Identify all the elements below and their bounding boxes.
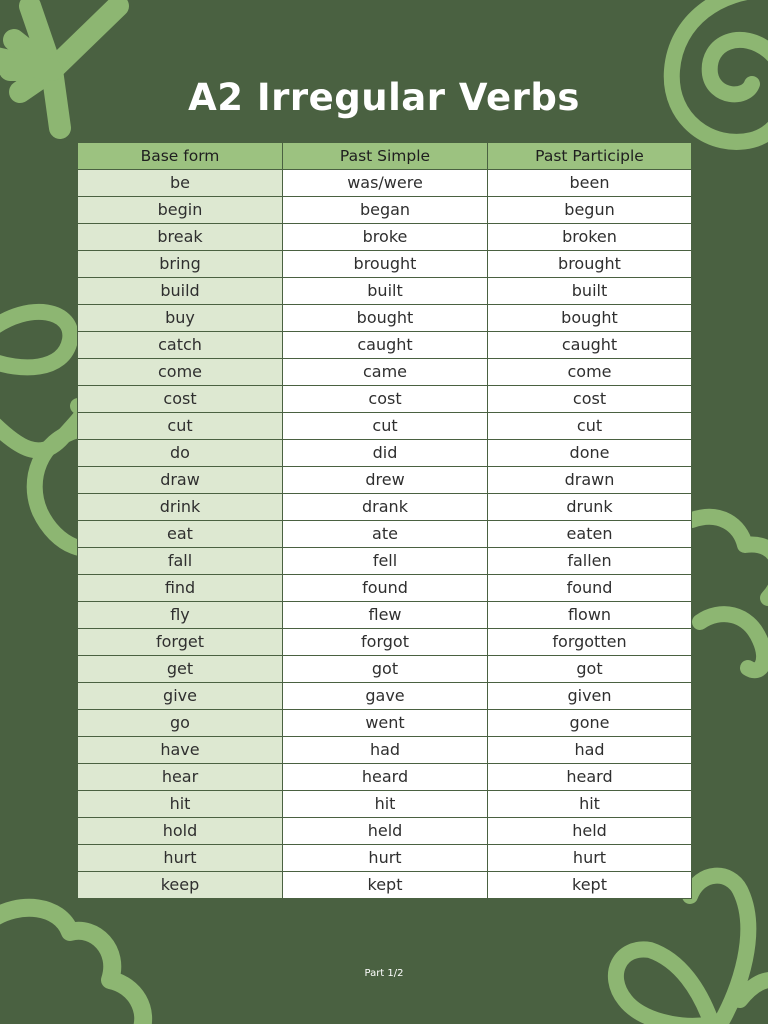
table-row (78, 818, 692, 845)
base-form-cell: get (78, 656, 283, 683)
table-row (78, 170, 692, 197)
blob-shape (692, 517, 768, 670)
past-simple-cell: was/were (283, 170, 488, 197)
past-participle-cell: been (488, 170, 692, 197)
past-participle-cell: forgotten (488, 629, 692, 656)
table-header-row (78, 143, 692, 170)
past-simple-cell: went (283, 710, 488, 737)
past-simple-cell: caught (283, 332, 488, 359)
base-form-cell: catch (78, 332, 283, 359)
table-row (78, 494, 692, 521)
past-participle-cell: drunk (488, 494, 692, 521)
past-simple-cell: got (283, 656, 488, 683)
past-participle-cell: bought (488, 305, 692, 332)
past-participle-cell: flown (488, 602, 692, 629)
past-participle-cell: cost (488, 386, 692, 413)
base-form-cell: do (78, 440, 283, 467)
past-simple-cell: heard (283, 764, 488, 791)
past-simple-cell: kept (283, 872, 488, 899)
past-participle-cell: broken (488, 224, 692, 251)
past-simple-cell: brought (283, 251, 488, 278)
table-row (78, 359, 692, 386)
past-participle-cell: found (488, 575, 692, 602)
column-header-past-simple: Past Simple (283, 143, 488, 170)
page-indicator: Part 1/2 (364, 968, 404, 979)
past-simple-cell: hurt (283, 845, 488, 872)
past-simple-cell: had (283, 737, 488, 764)
base-form-cell: build (78, 278, 283, 305)
base-form-cell: bring (78, 251, 283, 278)
table-row (78, 575, 692, 602)
past-participle-cell: come (488, 359, 692, 386)
base-form-cell: buy (78, 305, 283, 332)
past-participle-cell: done (488, 440, 692, 467)
base-form-cell: hear (78, 764, 283, 791)
irregular-verbs-table (77, 142, 692, 899)
base-form-cell: forget (78, 629, 283, 656)
past-participle-cell: caught (488, 332, 692, 359)
base-form-cell: begin (78, 197, 283, 224)
past-simple-cell: came (283, 359, 488, 386)
table-row (78, 413, 692, 440)
table-row (78, 872, 692, 899)
table-row (78, 737, 692, 764)
past-participle-cell: eaten (488, 521, 692, 548)
table-row (78, 548, 692, 575)
past-participle-cell: got (488, 656, 692, 683)
past-participle-cell: gone (488, 710, 692, 737)
table-row (78, 845, 692, 872)
table-row (78, 791, 692, 818)
table-row (78, 278, 692, 305)
page-title: A2 Irregular Verbs (188, 76, 580, 119)
table-row (78, 764, 692, 791)
past-simple-cell: cost (283, 386, 488, 413)
past-simple-cell: bought (283, 305, 488, 332)
base-form-cell: eat (78, 521, 283, 548)
table-row (78, 224, 692, 251)
base-form-cell: cut (78, 413, 283, 440)
base-form-cell: come (78, 359, 283, 386)
base-form-cell: drink (78, 494, 283, 521)
past-simple-cell: drank (283, 494, 488, 521)
base-form-cell: give (78, 683, 283, 710)
past-simple-cell: fell (283, 548, 488, 575)
table-row (78, 332, 692, 359)
table-row (78, 386, 692, 413)
table-row (78, 467, 692, 494)
table-row (78, 197, 692, 224)
past-simple-cell: flew (283, 602, 488, 629)
base-form-cell: cost (78, 386, 283, 413)
table-row (78, 710, 692, 737)
base-form-cell: have (78, 737, 283, 764)
table-row (78, 683, 692, 710)
table-row (78, 602, 692, 629)
table-row (78, 656, 692, 683)
base-form-cell: break (78, 224, 283, 251)
base-form-cell: hit (78, 791, 283, 818)
past-simple-cell: ate (283, 521, 488, 548)
leaf-shape (0, 312, 70, 367)
base-form-cell: draw (78, 467, 283, 494)
past-simple-cell: held (283, 818, 488, 845)
past-simple-cell: found (283, 575, 488, 602)
past-participle-cell: had (488, 737, 692, 764)
past-participle-cell: hurt (488, 845, 692, 872)
past-participle-cell: heard (488, 764, 692, 791)
base-form-cell: fall (78, 548, 283, 575)
past-simple-cell: broke (283, 224, 488, 251)
table-row (78, 251, 692, 278)
past-participle-cell: cut (488, 413, 692, 440)
past-participle-cell: built (488, 278, 692, 305)
column-header-past-participle: Past Participle (488, 143, 692, 170)
column-header-base-form: Base form (78, 143, 283, 170)
past-simple-cell: forgot (283, 629, 488, 656)
table-row (78, 521, 692, 548)
table-row (78, 629, 692, 656)
base-form-cell: find (78, 575, 283, 602)
past-participle-cell: held (488, 818, 692, 845)
base-form-cell: be (78, 170, 283, 197)
past-participle-cell: begun (488, 197, 692, 224)
cloud-shape (0, 908, 143, 1024)
past-simple-cell: drew (283, 467, 488, 494)
table-row (78, 440, 692, 467)
table-row (78, 305, 692, 332)
past-simple-cell: did (283, 440, 488, 467)
past-simple-cell: gave (283, 683, 488, 710)
past-simple-cell: hit (283, 791, 488, 818)
table-body (78, 170, 692, 899)
past-participle-cell: drawn (488, 467, 692, 494)
past-participle-cell: fallen (488, 548, 692, 575)
past-simple-cell: cut (283, 413, 488, 440)
past-simple-cell: began (283, 197, 488, 224)
base-form-cell: hold (78, 818, 283, 845)
base-form-cell: hurt (78, 845, 283, 872)
past-participle-cell: kept (488, 872, 692, 899)
past-participle-cell: given (488, 683, 692, 710)
past-participle-cell: brought (488, 251, 692, 278)
base-form-cell: keep (78, 872, 283, 899)
base-form-cell: fly (78, 602, 283, 629)
past-simple-cell: built (283, 278, 488, 305)
past-participle-cell: hit (488, 791, 692, 818)
base-form-cell: go (78, 710, 283, 737)
